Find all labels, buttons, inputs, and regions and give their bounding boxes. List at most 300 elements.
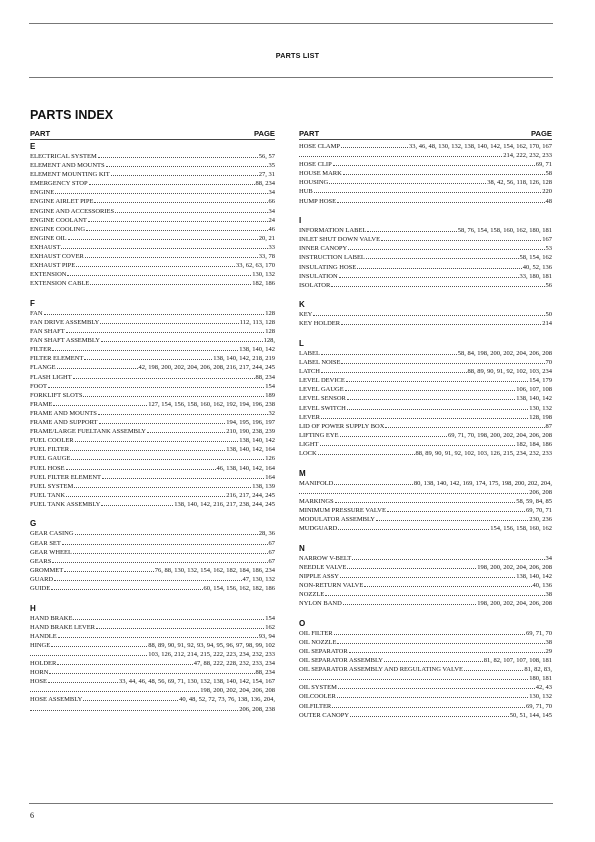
entry-part-name: INLET SHUT DOWN VALVE <box>299 236 381 244</box>
dot-leader <box>340 577 515 578</box>
dot-leader <box>52 350 238 351</box>
entry-continuation <box>30 686 275 695</box>
entry-pages: 27, 31 <box>258 171 275 179</box>
index-entry <box>30 252 275 261</box>
part-column-label: PART <box>299 129 320 138</box>
dot-leader <box>333 165 535 166</box>
index-entry <box>30 270 275 279</box>
index-entry <box>30 409 275 418</box>
dot-leader <box>73 619 264 620</box>
entry-part-name: OIL NOZZLE <box>299 638 337 646</box>
dot-leader <box>339 277 519 278</box>
entry-pages-continued: 206, 208, 238 <box>239 705 275 713</box>
entry-pages: 88, 89, 90, 91, 92, 102, 103, 234 <box>467 368 552 376</box>
index-entry <box>30 500 275 509</box>
dot-leader <box>321 418 528 419</box>
entry-pages: 20, 21 <box>258 234 275 242</box>
index-entry <box>30 491 275 500</box>
index-entry <box>299 581 552 590</box>
entry-part-name: LOCK <box>299 450 317 458</box>
entry-pages: 67 <box>268 557 275 565</box>
dot-leader <box>337 202 544 203</box>
index-entry <box>30 327 275 336</box>
entry-continuation <box>30 650 275 659</box>
section-letter: G <box>30 519 37 529</box>
index-entry <box>30 464 275 473</box>
section-letter: I <box>299 216 302 226</box>
dot-leader <box>341 324 541 325</box>
entry-pages: 138, 140, 142 <box>516 572 552 580</box>
dot-leader <box>343 604 476 605</box>
dot-leader <box>57 664 192 665</box>
entry-pages: 138, 140, 142, 164 <box>226 446 275 454</box>
dot-leader <box>66 332 265 333</box>
entry-part-name: MARKINGS <box>299 497 334 505</box>
entry-pages: 34 <box>545 554 552 562</box>
index-entry <box>299 358 552 367</box>
entry-pages: 56 <box>545 281 552 289</box>
entry-pages: 88, 234 <box>255 180 275 188</box>
dot-leader <box>325 595 544 596</box>
index-entry <box>299 367 552 376</box>
index-entry <box>299 497 552 506</box>
index-entry <box>299 702 552 711</box>
index-entry <box>30 445 275 454</box>
entry-pages: 164 <box>265 473 275 481</box>
dot-leader <box>85 257 258 258</box>
dot-leader <box>100 323 238 324</box>
index-entry <box>299 272 552 281</box>
index-entry <box>299 394 552 403</box>
dot-leader <box>51 589 202 590</box>
entry-part-name: FRAME AND SUPPORT <box>30 419 98 427</box>
index-entry <box>30 391 275 400</box>
column-header <box>299 129 552 140</box>
index-entry <box>299 187 552 196</box>
entry-part-name: LEVEL SWITCH <box>299 404 346 412</box>
index-title: PARTS INDEX <box>30 108 114 122</box>
entry-pages: 214 <box>542 320 552 328</box>
index-entry <box>30 234 275 243</box>
index-entry <box>299 349 552 358</box>
entry-part-name: OILCOOLER <box>299 693 336 701</box>
entry-pages: 87 <box>545 422 552 430</box>
entry-part-name: FUEL HOSE <box>30 464 65 472</box>
dot-leader <box>350 716 509 717</box>
entry-part-name: KEY HOLDER <box>299 320 341 328</box>
entry-pages: 154, 179 <box>529 377 552 385</box>
entry-part-name: ENGINE AND ACCESSORIES <box>30 207 115 215</box>
entry-part-name: FRAME <box>30 400 53 408</box>
entry-part-name: INSULATION <box>299 272 338 280</box>
dot-leader <box>74 487 251 488</box>
entry-pages: 42, 43 <box>535 684 552 692</box>
entry-pages: 127, 154, 156, 158, 160, 162, 192, 194, 196, 238 <box>148 400 275 408</box>
entry-part-name: EXTENSION CABLE <box>30 280 90 288</box>
entry-pages: 198, 200, 202, 204, 206, 208 <box>477 563 552 571</box>
entry-part-name: LEVEL GAUGE <box>299 386 344 394</box>
entry-pages: 216, 217, 244, 245 <box>226 491 275 499</box>
entry-pages: 154, 156, 158, 160, 162 <box>490 525 552 533</box>
dot-leader <box>67 275 251 276</box>
footer-rule <box>29 803 553 804</box>
entry-pages: 38 <box>545 638 552 646</box>
dot-leader <box>348 249 544 250</box>
dot-leader <box>44 314 265 315</box>
dot-leader <box>321 372 467 373</box>
index-entry <box>30 566 275 575</box>
entry-pages: 69, 70, 71 <box>526 506 552 514</box>
entry-part-name: GEARS <box>30 557 52 565</box>
entry-pages: 182, 186 <box>252 280 275 288</box>
entry-pages: 38 <box>545 591 552 599</box>
index-entry <box>299 235 552 244</box>
dot-leader <box>89 184 255 185</box>
index-entry <box>30 179 275 188</box>
entry-part-name: INSTRUCTION LABEL <box>299 254 365 262</box>
entry-part-name: HOSE CLAMP <box>299 143 340 150</box>
entry-pages: 69, 71, 70 <box>526 702 552 710</box>
dot-leader <box>335 502 516 503</box>
index-entry <box>299 226 552 235</box>
dot-leader <box>88 221 268 222</box>
index-entry <box>299 506 552 515</box>
entry-part-name: FUEL FILTER ELEMENT <box>30 473 102 481</box>
entry-part-name: ISOLATOR <box>299 281 331 289</box>
entry-pages: 33, 180, 181 <box>519 272 552 280</box>
dot-leader <box>329 183 486 184</box>
dot-leader <box>61 248 267 249</box>
dot-leader <box>76 266 235 267</box>
index-entry <box>299 142 552 151</box>
entry-pages: 128 <box>265 328 275 336</box>
dot-leader <box>349 652 545 653</box>
index-entry <box>299 431 552 440</box>
entry-part-name: NON-RETURN VALVE <box>299 581 364 589</box>
index-entry <box>299 638 552 647</box>
entry-part-name: ENGINE OIL <box>30 234 67 242</box>
index-entry <box>299 310 552 319</box>
entry-pages: 167 <box>542 236 552 244</box>
entry-pages: 88, 89, 90, 91, 92, 102, 103, 126, 215, 234, 232, 233 <box>415 450 552 458</box>
entry-pages: 46, 138, 140, 142, 164 <box>216 464 275 472</box>
entry-part-name: FLASH LIGHT <box>30 373 72 381</box>
dot-leader <box>57 368 138 369</box>
entry-pages: 47, 130, 132 <box>242 575 275 583</box>
entry-pages: 67 <box>268 548 275 556</box>
index-entry <box>299 449 552 458</box>
entry-pages: 69, 71 <box>535 161 552 169</box>
page-number: 6 <box>30 811 34 820</box>
dot-leader <box>84 359 212 360</box>
index-entry <box>30 548 275 557</box>
index-entry <box>299 590 552 599</box>
index-section <box>299 339 552 458</box>
index-section <box>30 299 275 509</box>
dot-leader <box>49 673 254 674</box>
dot-leader <box>75 441 239 442</box>
dot-leader <box>357 268 522 269</box>
dot-leader <box>338 529 489 530</box>
entry-part-name: FILTER <box>30 346 52 354</box>
dot-leader <box>314 192 542 193</box>
entry-pages: 24 <box>268 216 275 224</box>
entry-part-name: OIL SEPARATOR <box>299 647 348 655</box>
entry-part-name: FUEL TANK ASSEMBLY <box>30 500 101 508</box>
entry-part-name: EXHAUST <box>30 243 61 251</box>
dot-leader <box>334 484 413 485</box>
entry-part-name: MODULATOR ASSEMBLY <box>299 516 375 523</box>
index-entry <box>30 354 275 363</box>
section-gap <box>299 458 552 469</box>
entry-part-name: NIPPLE ASSY <box>299 572 339 580</box>
index-entry <box>299 572 552 581</box>
section-letter: F <box>30 298 35 308</box>
dot-leader <box>337 697 528 698</box>
dot-leader <box>98 414 268 415</box>
index-entry <box>299 385 552 394</box>
entry-continuation <box>30 705 275 714</box>
entry-part-name: LEVER <box>299 413 320 421</box>
entry-pages: 81, 82, 83, <box>524 666 552 674</box>
entry-part-name: LIGHT <box>299 440 319 448</box>
dot-leader <box>75 534 258 535</box>
dot-leader <box>345 390 516 391</box>
index-section <box>30 519 275 593</box>
entry-pages: 69, 71, 70, 198, 200, 202, 204, 206, 208 <box>448 431 552 439</box>
dot-leader <box>68 239 258 240</box>
entry-pages: 154 <box>265 382 275 390</box>
index-entry <box>30 309 275 318</box>
entry-part-name: HOSE <box>30 678 47 686</box>
dot-leader <box>384 661 483 662</box>
index-entry <box>30 482 275 491</box>
entry-part-name: INNER CANOPY <box>299 245 348 253</box>
entry-pages: 35 <box>268 162 275 170</box>
index-entry <box>299 253 552 262</box>
dot-leader <box>58 637 258 638</box>
index-section <box>299 469 552 534</box>
entry-pages: 29 <box>545 647 552 655</box>
index-entry <box>299 665 552 674</box>
index-entry <box>299 281 552 290</box>
dot-leader <box>66 496 225 497</box>
entry-part-name: HAND BRAKE <box>30 614 73 622</box>
entry-pages: 56, 57 <box>258 153 275 160</box>
index-entry <box>30 318 275 327</box>
dot-leader <box>381 240 541 241</box>
index-entry <box>30 659 275 668</box>
entry-part-name: OILFILTER <box>299 702 332 710</box>
section-gap <box>299 290 552 301</box>
entry-pages: 28, 36 <box>258 530 275 538</box>
index-entry <box>299 178 552 187</box>
entry-part-name: FRAME AND MOUNTS <box>30 409 97 417</box>
entry-part-name: FRAME/LARGE FUELTANK ASSEMBLY <box>30 428 146 436</box>
dot-leader <box>96 628 264 629</box>
dot-leader <box>385 427 544 428</box>
index-entry <box>299 629 552 638</box>
entry-part-name: FORKLIFT SLOTS <box>30 391 83 399</box>
dot-leader <box>341 363 544 364</box>
dot-leader <box>30 691 199 692</box>
index-entry <box>299 647 552 656</box>
entry-pages: 40, 136 <box>532 581 552 589</box>
entry-pages: 67 <box>268 539 275 547</box>
entry-part-name: FUEL GAUGE <box>30 455 71 463</box>
entry-part-name: LID OF POWER SUPPLY BOX <box>299 422 385 430</box>
entry-pages: 33 <box>268 243 275 251</box>
entry-pages: 93, 94 <box>258 632 275 640</box>
entry-part-name: KEY <box>299 311 313 319</box>
entry-part-name: FLANGE <box>30 364 56 372</box>
entry-part-name: LEVEL SENSOR <box>299 395 346 403</box>
dot-leader <box>299 493 528 494</box>
entry-part-name: OIL SEPARATOR ASSEMBLY AND REGULATING VALVE <box>299 666 463 674</box>
entry-pages: 46 <box>268 225 275 233</box>
entry-continuation <box>299 488 552 497</box>
dot-leader <box>30 710 238 711</box>
dot-leader <box>318 454 415 455</box>
entry-part-name: LABEL <box>299 350 320 357</box>
index-entry <box>299 524 552 533</box>
entry-part-name: ELEMENT AND MOUNTS <box>30 162 105 170</box>
index-entry <box>299 263 552 272</box>
dot-leader <box>337 643 544 644</box>
entry-pages: 162 <box>265 623 275 631</box>
entry-part-name: FILTER ELEMENT <box>30 355 84 363</box>
index-entry <box>30 529 275 538</box>
entry-pages: 194, 195, 196, 197 <box>226 419 275 427</box>
entry-continuation <box>299 151 552 160</box>
entry-part-name: HANDLE <box>30 632 57 640</box>
dot-leader <box>338 688 535 689</box>
entry-part-name: GEAR SET <box>30 539 61 547</box>
page-column-label: PAGE <box>531 129 552 138</box>
entry-pages: 58 <box>545 170 552 178</box>
index-entry <box>299 376 552 385</box>
index-section <box>299 300 552 328</box>
index-entry <box>30 279 275 288</box>
index-entry <box>30 641 275 650</box>
entry-pages: 112, 113, 128 <box>239 319 275 326</box>
index-section <box>30 142 275 288</box>
entry-part-name: LIFTING EYE <box>299 431 339 439</box>
index-entry <box>30 539 275 548</box>
entry-part-name: LATCH <box>299 368 320 376</box>
dot-leader <box>73 553 268 554</box>
entry-part-name: HOSE CLIP <box>299 161 332 169</box>
index-section <box>299 142 552 206</box>
entry-part-name: ENGINE AIRLET PIPE <box>30 198 94 206</box>
entry-pages: 47, 88, 222, 228, 232, 233, 234 <box>193 660 275 668</box>
entry-pages-continued: 198, 200, 202, 204, 206, 208 <box>200 687 275 695</box>
entry-pages: 33, 44, 46, 48, 56, 69, 71, 130, 132, 138, 140, 142, 154, 167 <box>119 678 275 686</box>
entry-pages: 40, 48, 52, 72, 73, 76, 138, 136, 204, <box>179 696 275 704</box>
entry-pages: 138, 140, 142 <box>516 395 552 403</box>
dot-leader <box>73 378 255 379</box>
dot-leader <box>347 568 476 569</box>
index-section <box>299 216 552 290</box>
entry-pages: 32 <box>268 409 275 417</box>
header-title: PARTS LIST <box>275 51 320 60</box>
entry-pages: 130, 132 <box>529 404 552 412</box>
index-entry <box>30 400 275 409</box>
entry-part-name: MANIFOLD <box>299 479 334 487</box>
index-entry <box>30 695 275 704</box>
index-entry <box>30 418 275 427</box>
index-section <box>299 544 552 609</box>
entry-pages: 50 <box>545 311 552 319</box>
entry-part-name: HOUSE MARK <box>299 170 342 178</box>
index-entry <box>299 413 552 422</box>
dot-leader <box>321 354 457 355</box>
index-entry <box>299 319 552 328</box>
entry-pages: 58, 154, 162 <box>519 254 552 262</box>
dot-leader <box>102 478 264 479</box>
entry-pages: 34 <box>268 189 275 197</box>
index-entry <box>30 243 275 252</box>
entry-pages: 210, 190, 238, 239 <box>226 428 275 436</box>
entry-part-name: FUEL COOLER <box>30 437 74 445</box>
dot-leader <box>30 655 147 656</box>
dot-leader <box>94 202 267 203</box>
dot-leader <box>299 156 502 157</box>
entry-part-name: HAND BRAKE LEVER <box>30 623 95 631</box>
entry-part-name: NARROW V-BELT <box>299 554 352 562</box>
entry-pages: 128 <box>265 309 275 317</box>
entry-pages: 130, 132 <box>529 693 552 701</box>
index-entry <box>30 152 275 161</box>
entry-pages: 189 <box>265 391 275 399</box>
entry-pages: 70 <box>545 359 552 367</box>
section-gap <box>30 593 275 604</box>
dot-leader <box>55 193 267 194</box>
entry-part-name: EXHAUST COVER <box>30 253 84 261</box>
entry-part-name: GEAR WHEEL <box>30 548 72 556</box>
entry-pages: 34 <box>268 207 275 215</box>
entry-pages: 138, 140, 142, 218, 219 <box>213 355 275 363</box>
entry-pages: 220 <box>542 188 552 196</box>
dot-leader <box>147 432 225 433</box>
index-entry <box>30 454 275 463</box>
index-entry <box>30 373 275 382</box>
index-entry <box>299 599 552 608</box>
entry-part-name: FAN SHAFT ASSEMBLY <box>30 337 100 345</box>
entry-pages: 138, 139 <box>252 482 275 490</box>
entry-part-name: GUIDE <box>30 585 51 593</box>
entry-part-name: HOSE ASSEMBLY <box>30 696 83 704</box>
entry-pages: 76, 88, 130, 132, 154, 162, 182, 184, 186, 234 <box>154 566 275 574</box>
index-section <box>30 604 275 714</box>
entry-part-name: FUEL FILTER <box>30 446 70 454</box>
index-entry <box>299 404 552 413</box>
entry-part-name: ENGINE <box>30 189 55 197</box>
right-sections <box>299 142 552 720</box>
entry-pages: 88, 234 <box>255 669 275 677</box>
entry-part-name: NYLON BAND <box>299 600 342 608</box>
entry-pages: 128, 198 <box>529 413 552 421</box>
entry-pages: 80, 138, 140, 142, 169, 174, 175, 198, 200, 202, 204, <box>413 479 552 487</box>
entry-pages: 88, 89, 90, 91, 92, 93, 94, 95, 96, 97, 98, 99, 102 <box>148 641 275 649</box>
entry-pages: 58, 59, 84, 85 <box>516 497 552 505</box>
index-entry <box>299 563 552 572</box>
entry-part-name: OIL SEPARATOR ASSEMBLY <box>299 657 383 665</box>
part-column-label: PART <box>30 129 51 138</box>
entry-pages: 81, 82, 107, 107, 108, 181 <box>483 657 552 665</box>
dot-leader <box>62 544 268 545</box>
entry-part-name: NOZZLE <box>299 591 325 599</box>
